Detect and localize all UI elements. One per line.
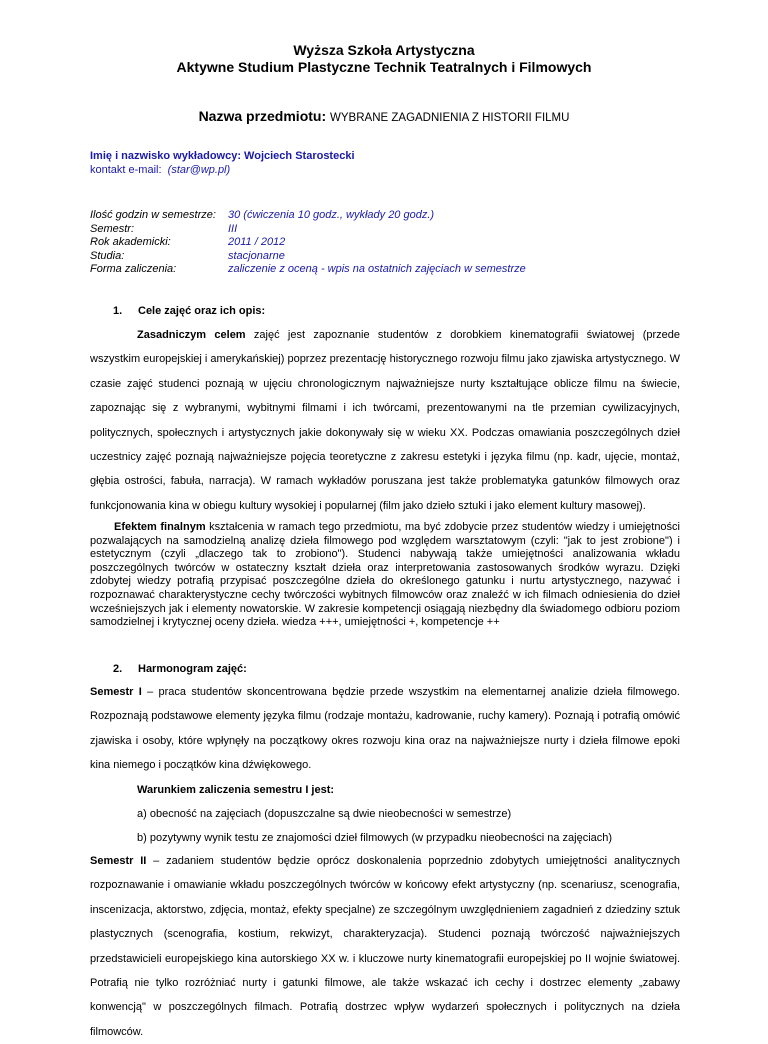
course-meta (90, 209, 526, 277)
meta-row (90, 263, 526, 277)
meta-row (90, 209, 526, 223)
meta-key: Studia: (90, 249, 125, 262)
condition-b: b) pozytywny wynik testu ze znajomości dzieł filmowych (w przypadku nieobecności na zajęciach) (137, 832, 613, 844)
condition-a: a) obecność na zajęciach (dopuszczalne są dwie nieobecności w semestrze) (137, 808, 512, 820)
subject-label: Nazwa przedmiotu: (198, 108, 327, 124)
goals-paragraph (90, 323, 680, 518)
meta-row (90, 236, 526, 250)
outcome-paragraph (90, 521, 680, 630)
meta-row (90, 223, 526, 237)
meta-value: III (228, 222, 238, 235)
semester-1-conditions (137, 778, 677, 850)
meta-key: Forma zaliczenia: (90, 263, 177, 275)
meta-value: zaliczenie z oceną - wpis na ostatnich zajęciach w semestrze (228, 263, 526, 275)
meta-value: 30 (ćwiczenia 10 godz., wykłady 20 godz.) (228, 209, 435, 221)
semester-2-paragraph (90, 849, 680, 1044)
subject-line (0, 108, 768, 124)
semester-1-lead: Semestr I (90, 686, 142, 698)
contact-email: (star@wp.pl) (167, 164, 231, 176)
section-number: 1. (113, 305, 123, 317)
lecturer-name-text: Imię i nazwisko wykładowcy: Wojciech Starostecki (90, 150, 355, 162)
subject-value: WYBRANE ZAGADNIENIA Z HISTORII FILMU (330, 112, 570, 124)
semester-2-text: – zadaniem studentów będzie oprócz doskonalenia poprzednio zdobytych umiejętności analitycznych rozpoznawanie i omawianie wkładu poszczególnych twórców w końcowy efekt artystyczny (np. scenariusz, scenografia, inscenizacja, aktorstwo, zdjęcia, montaż, efekty specjalne) ze szczególnym uwzględnieniem zagadnień z dziedziny sztuk plastycznych (scenografia, kostium, rekwizyt, charakteryzacja). Studenci poznają twórczość najważniejszych przedstawicieli europejskiego kina autorskiego XX w. i kluczowe nurty kinematografii europejskiej po II wojnie światowej. Potrafią nie tylko rozróżniać nurty i gatunki filmowe, ale także wskazać ich cechy i dostrzec elementy „zabawy konwencją" w poszczególnych filmach. Potrafią dostrzec wpływ wydarzeń społecznych i politycznych na dzieła filmowców. (90, 855, 680, 1038)
school-name: Wyższa Szkoła Artystyczna (293, 42, 475, 58)
meta-row (90, 250, 526, 264)
semester-2-lead: Semestr II (90, 855, 147, 867)
outcome-lead: Efektem finalnym (114, 521, 206, 533)
goals-text: zajęć jest zapoznanie studentów z dorobkiem kinematografii światowej (przede wszystkim europejskiej i amerykańskiej) poprzez prezentację historycznego rozwoju filmu jako zjawiska artystycznego. W czasie zajęć studenci poznają w ujęciu chronologicznym najważniejsze nurty kształtujące oblicze filmu na świecie, zapoznając się z wybranymi, wybitnymi filmami i ich twórcami, prezentowanymi na tle przemian cywilizacyjnych, politycznych, społecznych i artystycznych jakie dokonywały się w wieku XX. Podczas omawiania poszczególnych dzieł uczestnicy zajęć poznają najważniejsze pojęcia teoretyczne z zakresu estetyki i języka filmu (np. kadr, ujęcie, montaż, głębia ostrości, fabuła, narracja). W ramach wykładów poruszana jest także problematyka gatunków filmowych oraz funkcjonowania kina w obiegu kultury wysokiej i popularnej (film jako dzieło sztuki i jako element kultury masowej). (90, 329, 680, 512)
meta-key: Rok akademicki: (90, 236, 171, 248)
semester-1-paragraph (90, 680, 680, 778)
meta-value: stacjonarne (228, 249, 285, 262)
lecturer-name (90, 150, 355, 162)
section-number: 2. (113, 663, 123, 675)
section-title: Cele zajęć oraz ich opis: (138, 305, 266, 317)
meta-key: Ilość godzin w semestrze: (90, 209, 216, 221)
meta-value: 2011 / 2012 (228, 236, 286, 248)
studio-name: Aktywne Studium Plastyczne Technik Teatralnych i Filmowych (176, 59, 592, 75)
section-title: Harmonogram zajęć: (138, 663, 247, 675)
lecturer-contact (90, 164, 230, 176)
contact-label: kontakt e-mail: (90, 164, 162, 176)
semester-1-text: – praca studentów skoncentrowana będzie przede wszystkim na elementarnej analizie dzieła filmowego. Rozpoznają podstawowe elementy języka filmu (rodzaje montażu, kadrowanie, ruchy kamery). Poznają i potrafią omówić zjawiska i osoby, które wpłynęły na początkowy okres rozwoju kina oraz na najważniejsze nurty i dzieła filmowe epoki kina niemego i początków kina dźwiękowego. (90, 686, 680, 772)
outcome-text: kształcenia w ramach tego przedmiotu, ma być zdobycie przez studentów wiedzy i umiejętności pozwalających na samodzielną analizę dzieła filmowego pod względem warsztatowym (czyli: "jak to jest zrobione") i estetycznym (czyli „dlaczego tak to zrobiono"). Studenci nabywają także umiejętności analizowania wkładu poszczególnych twórców w ostateczny kształt dzieła oraz interpretowania zastosowanych środków wyrazu. Dzięki zdobytej wiedzy potrafią przypisać poszczególne dzieła do określonego gatunku i nurtu artystycznego, nazywać i rozpoznawać charakterystyczne cechy twórczości wybitnych filmowców oraz znaleźć w ich filmach odniesienia do dzieł wcześniejszych jak i elementy nowatorskie. W zakresie kompetencji osiągają niezbędny dla świadomego odbioru poziom samodzielnej i krytycznej oceny dzieła. wiedza +++, umiejętności +, kompetencje ++ (90, 521, 680, 629)
meta-key: Semestr: (90, 222, 135, 235)
conditions-title: Warunkiem zaliczenia semestru I jest: (137, 784, 335, 796)
goals-lead: Zasadniczym celem (137, 329, 246, 341)
